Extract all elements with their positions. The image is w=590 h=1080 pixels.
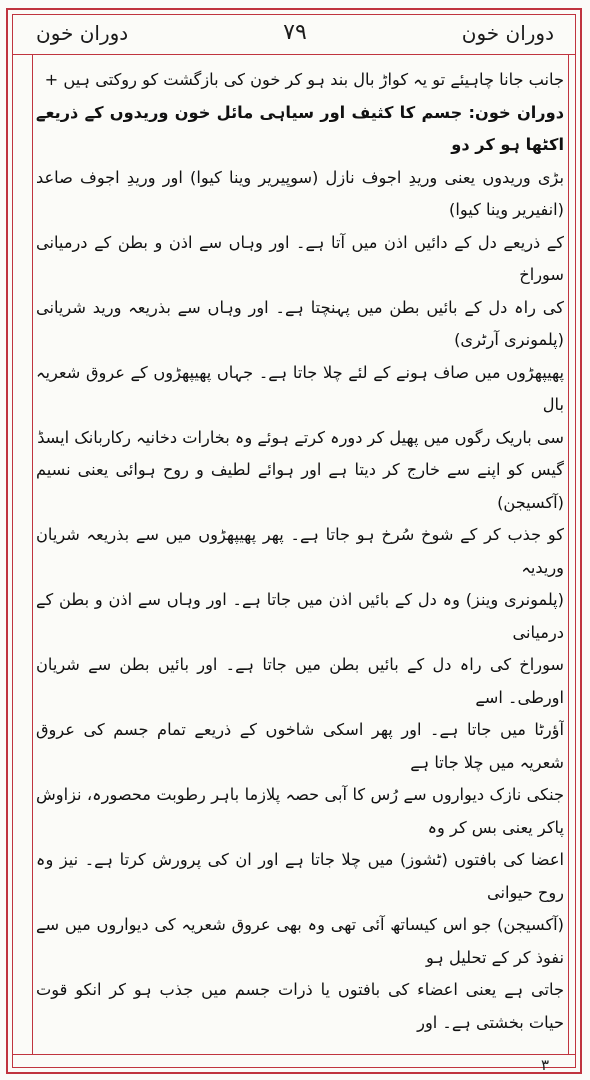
text-line: (آکسیجن) جو اس کیساتھ آئی تھی وہ بھی عروق شعریہ کی دیواروں میں سے نفوذ کر کے تحلیل ہو [36,915,564,967]
right-margin-rule [568,54,569,1054]
page-number: ٧٩ [283,20,307,45]
running-title-right: دوران خون [461,21,554,45]
text-line [36,1039,564,1044]
section-heading-line: دوران خون: جسم کا کثیف اور سیاہی مائل خون وریدوں کے ذریعے اکٹھا ہو کر دو [36,102,564,154]
text-line: سوراخ کی راہ دل کے بائیں بطن میں جاتا ہے۔ اور بائیں بطن سے شریان اورطی۔ اسے [36,655,564,707]
text-line: کو جذب کر کے شوخ سُرخ ہو جاتا ہے۔ پھر پھیپھڑوں میں سے بذریعہ شریان وریدیہ [36,525,564,577]
running-title-left: دوران خون [36,21,129,45]
text-line: جنکی نازک دیواروں سے رُس کا آبی حصہ پلازما باہر رطوبت محصورہ، نزاوش پاکر یعنی بس کر وہ [36,785,564,837]
body-text [36,64,564,1044]
text-line: (پلمونری وینز) وہ دل کے بائیں اذن میں جاتا ہے۔ اور وہاں سے اذن و بطن کے درمیانی [36,590,564,642]
text-line: جاتی ہے یعنی اعضاء کی بافتوں یا ذرات جسم میں جذب ہو کر انکو قوت حیات بخشتی ہے۔ اور [36,980,564,1032]
text-line: کے ذریعے دل کے دائیں اذن میں آتا ہے۔ اور وہاں سے اذن و بطن کے درمیانی سوراخ [36,232,564,284]
text-line: اعضا کی بافتوں (ٹشوز) میں چلا جاتا ہے اور ان کی پرورش کرتا ہے۔ نیز وہ روح حیوانی [36,850,564,902]
left-margin-rule [32,54,33,1054]
signature-mark: ٣ [540,1056,550,1074]
text-line: بڑی وریدوں یعنی وریدِ اجوف نازل (سوپیریر وینا کیوا) اور وریدِ اجوف صاعد (انفیریر وینا کیوا) [36,167,564,219]
text-line: جانب جانا چاہیئے تو یہ کواڑ بال بند ہو کر خون کی بازگشت کو روکتی ہیں + [44,70,564,89]
header-divider [12,54,576,55]
text-line: سی باریک رگوں میں پھیل کر دورہ کرتے ہوئے وہ بخارات دخانیہ رکاربانک ایسڈ [37,427,564,447]
text-line: پھیپھڑوں میں صاف ہونے کے لئے چلا جاتا ہے۔ جہاں پھیپھڑوں کے عروق شعریہ بال [36,362,564,414]
text-line: آؤرٹا میں جاتا ہے۔ اور پھر اسکی شاخوں کے ذریعے تمام جسم کی عروق شعریہ میں چلا جاتا ہے [36,720,564,772]
footer-divider [12,1054,576,1055]
text-line: گیس کو اپنے سے خارج کر دیتا ہے اور ہوائے لطیف و روح ہوائی یعنی نسیم (آکسیجن) [36,460,564,512]
text-line: کی راہ دل کے بائیں بطن میں پہنچتا ہے۔ اور وہاں سے بذریعہ ورید شریانی (پلمونری آرٹری) [36,297,564,349]
